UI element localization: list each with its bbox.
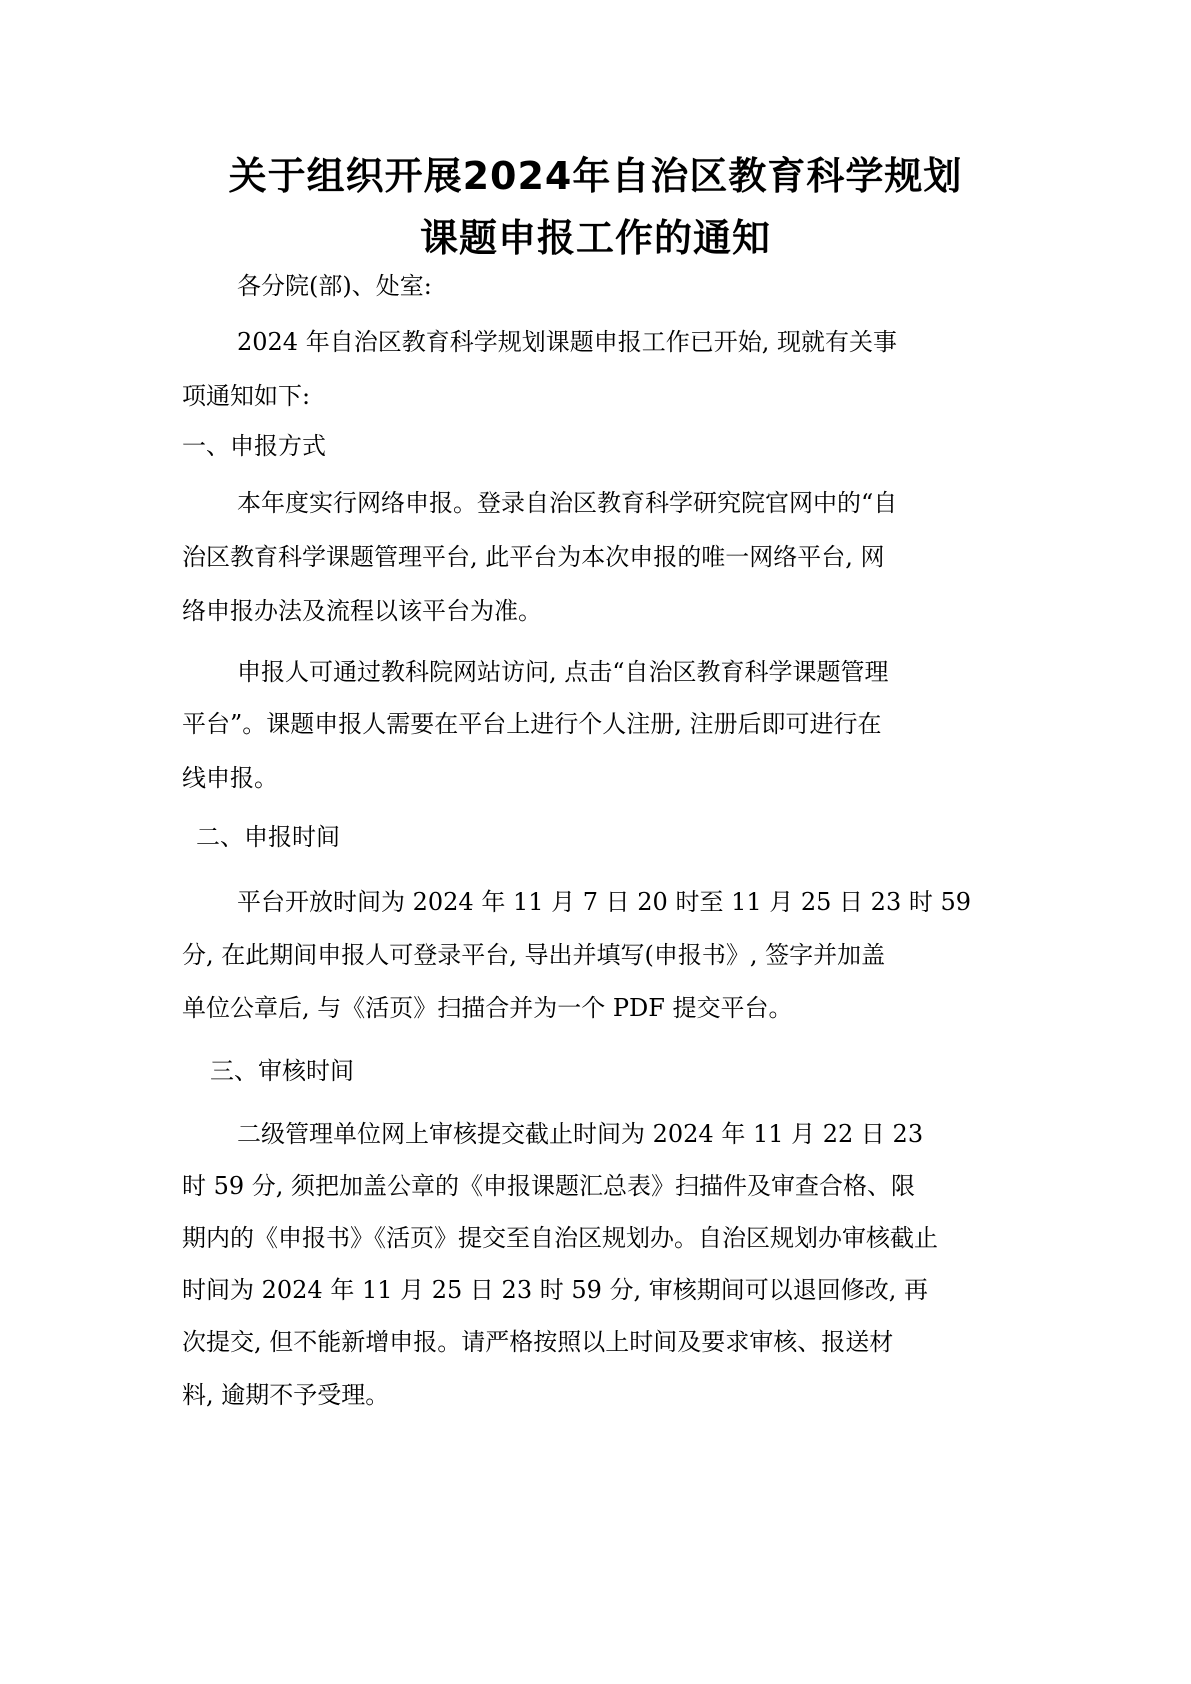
paragraph-line: 分, 在此期间申报人可登录平台, 导出并填写(申报书》, 签字并加盖 — [182, 941, 886, 969]
paragraph-line: 治区教育科学课题管理平台, 此平台为本次申报的唯一网络平台, 网 — [182, 543, 885, 571]
paragraph-line: 络申报办法及流程以该平台为准。 — [182, 597, 542, 625]
intro-line: 2024 年自治区教育科学规划课题申报工作已开始, 现就有关事 — [237, 328, 897, 356]
section-heading: 三、审核时间 — [210, 1057, 354, 1085]
paragraph-line: 单位公章后, 与《活页》扫描合并为一个 PDF 提交平台。 — [182, 994, 793, 1022]
paragraph-line: 平台”。课题申报人需要在平台上进行个人注册, 注册后即可进行在 — [182, 710, 882, 738]
section-heading: 一、申报方式 — [182, 432, 326, 460]
paragraph-line: 线申报。 — [182, 764, 278, 792]
paragraph-line: 本年度实行网络申报。登录自治区教育科学研究院官网中的“自 — [237, 489, 898, 517]
document-title-line-2: 课题申报工作的通知 — [419, 216, 771, 260]
paragraph-line: 料, 逾期不予受理。 — [182, 1381, 390, 1409]
paragraph-line: 次提交, 但不能新增申报。请严格按照以上时间及要求审核、报送材 — [182, 1328, 894, 1356]
paragraph-line: 期内的《申报书》《活页》提交至自治区规划办。自治区规划办审核截止 — [182, 1224, 938, 1252]
paragraph-line: 时 59 分, 须把加盖公章的《申报课题汇总表》扫描件及审查合格、限 — [182, 1172, 916, 1200]
paragraph-line: 平台开放时间为 2024 年 11 月 7 日 20 时至 11 月 25 日 23 时 59 — [237, 888, 972, 916]
paragraph-line: 二级管理单位网上审核提交截止时间为 2024 年 11 月 22 日 23 — [237, 1120, 924, 1148]
section-heading: 二、申报时间 — [196, 823, 340, 851]
salutation: 各分院(部)、处室: — [237, 272, 432, 300]
intro-line: 项通知如下: — [182, 382, 311, 410]
paragraph-line: 时间为 2024 年 11 月 25 日 23 时 59 分, 审核期间可以退回修改, 再 — [182, 1276, 929, 1304]
paragraph-line: 申报人可通过教科院网站访问, 点击“自治区教育科学课题管理 — [237, 658, 889, 686]
document-title-line-1: 关于组织开展2024年自治区教育科学规划 — [228, 154, 963, 198]
